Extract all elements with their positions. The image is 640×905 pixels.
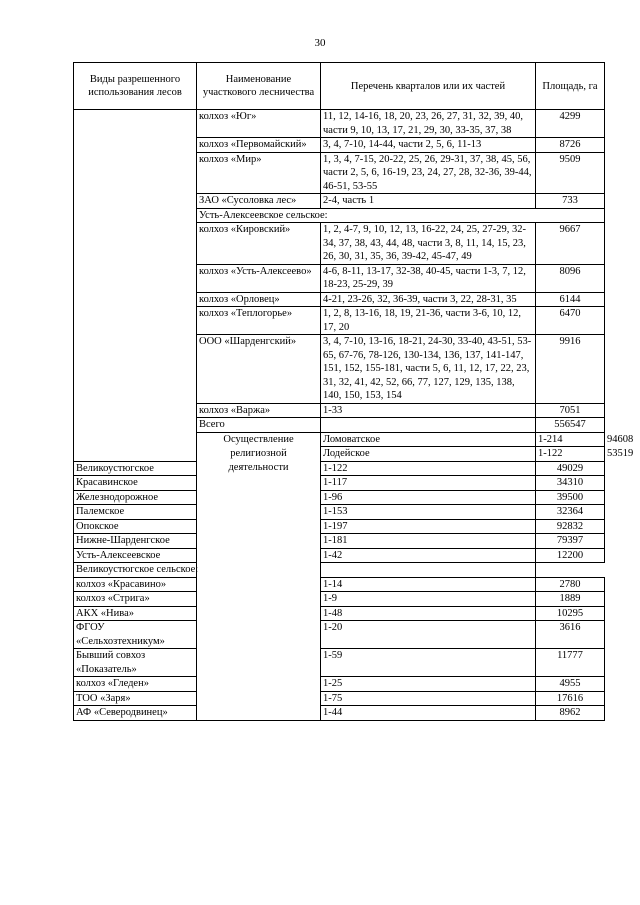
- total-label: Всего: [197, 418, 321, 433]
- quarters-list: 1-59: [321, 649, 536, 677]
- forestry-name: колхоз «Варжа»: [197, 403, 321, 418]
- table-row: [74, 691, 605, 706]
- forestry-name: колхоз «Усть-Алексеево»: [197, 264, 321, 292]
- quarters-list: 1-33: [321, 403, 536, 418]
- area-value: 8096: [536, 264, 605, 292]
- header-area: Площадь, га: [536, 63, 605, 110]
- quarters-list: 1-122: [321, 461, 536, 476]
- forestry-name: Ломоватское: [321, 432, 536, 447]
- forestry-name: ФГОУ «Сельхозтехникум»: [74, 621, 197, 649]
- quarters-list: 3, 4, 7-10, 13-16, 18-21, 24-30, 33-40, 43-51, 53-65, 67-76, 78-126, 130-134, 136, 137, 141-147, 151, 152, 155-181, части 5, 6, 11, 12, 17, 22, 23, 31, 32, 41, 42, 52, 66, 77, 127, 129, 135, 138, 140, 150, 153, 154: [321, 335, 536, 404]
- area-value: 10295: [536, 606, 605, 621]
- forestry-name: колхоз «Кировский»: [197, 223, 321, 265]
- quarters-list: 1-117: [321, 476, 536, 491]
- forestry-name: Красавинское: [74, 476, 197, 491]
- forestry-name: Опокское: [74, 519, 197, 534]
- quarters-list: 4-21, 23-26, 32, 36-39, части 3, 22, 28-31, 35: [321, 292, 536, 307]
- forestry-name: колхоз «Юг»: [197, 110, 321, 138]
- subheader-row: [74, 563, 605, 578]
- quarters-list: 1-14: [321, 577, 536, 592]
- use-religious: Осуществление религиозной деятельности: [197, 432, 321, 720]
- table-row: [74, 592, 605, 607]
- header-use: Виды разрешенного использования лесов: [74, 63, 197, 110]
- area-value: 8962: [536, 706, 605, 721]
- area-value: 49029: [536, 461, 605, 476]
- header-quarters: Перечень кварталов или их частей: [321, 63, 536, 110]
- table-row: Осуществление религиозной деятельности Ломоватское 1-214 94608: [74, 432, 605, 447]
- quarters-list: 4-6, 8-11, 13-17, 32-38, 40-45, части 1-3, 7, 12, 18-23, 25-29, 39: [321, 264, 536, 292]
- table-row: [74, 621, 605, 649]
- quarters-list: 1, 2, 4-7, 9, 10, 12, 13, 16-22, 24, 25, 27-29, 32-34, 37, 38, 43, 44, 48, части 3, 8, 11, 14, 15, 23, 26, 30, 31, 35, 36, 39-42, 45-47, 49: [321, 223, 536, 265]
- area-value: 6144: [536, 292, 605, 307]
- table-row: [74, 519, 605, 534]
- area-value: 1889: [536, 592, 605, 607]
- area-value: 92832: [536, 519, 605, 534]
- quarters-list: 1-44: [321, 706, 536, 721]
- forestry-name: колхоз «Гледен»: [74, 677, 197, 692]
- total-value: 556547: [536, 418, 605, 433]
- forestry-name: колхоз «Орловец»: [197, 292, 321, 307]
- table-row: [74, 476, 605, 491]
- table-row: [74, 577, 605, 592]
- area-value: 9667: [536, 223, 605, 265]
- forestry-name: ЗАО «Сусоловка лес»: [197, 194, 321, 209]
- use-cell-empty: [74, 110, 197, 462]
- area-value: 34310: [536, 476, 605, 491]
- forestry-name: колхоз «Теплогорье»: [197, 307, 321, 335]
- forestry-name: Великоустюгское: [74, 461, 197, 476]
- table-row: [74, 649, 605, 677]
- table-row: [74, 706, 605, 721]
- area-value: 17616: [536, 691, 605, 706]
- area-value: 6470: [536, 307, 605, 335]
- subheader-text: Великоустюгское сельское:: [74, 563, 536, 578]
- forestry-name: Нижне-Шарденгское: [74, 534, 197, 549]
- quarters-list: 1-122: [536, 447, 605, 462]
- area-value: 2780: [536, 577, 605, 592]
- table-row: Лодейское 1-122 53519: [74, 447, 605, 462]
- area-value: 8726: [536, 138, 605, 153]
- quarters-list: 1-75: [321, 691, 536, 706]
- quarters-list: 1-48: [321, 606, 536, 621]
- forestry-name: Железнодорожное: [74, 490, 197, 505]
- quarters-list: 1-96: [321, 490, 536, 505]
- forestry-name: колхоз «Красавино»: [74, 577, 197, 592]
- area-value: 9916: [536, 335, 605, 404]
- quarters-list: 11, 12, 14-16, 18, 20, 23, 26, 27, 31, 32, 39, 40, части 9, 10, 13, 17, 21, 29, 30, 33-35, 37, 38: [321, 110, 536, 138]
- quarters-list: 1-25: [321, 677, 536, 692]
- area-value: 733: [536, 194, 605, 209]
- table-row: [74, 505, 605, 520]
- quarters-list: 1-42: [321, 548, 536, 563]
- quarters-list: 1-214: [536, 432, 605, 447]
- quarters-list: 1, 3, 4, 7-15, 20-22, 25, 26, 29-31, 37, 38, 45, 56, части 2, 5, 6, 16-19, 23, 24, 27, 28, 32-36, 39-44, 46-51, 53-55: [321, 152, 536, 194]
- quarters-list: 1-181: [321, 534, 536, 549]
- forestry-name: колхоз «Стрига»: [74, 592, 197, 607]
- quarters-list: 1-197: [321, 519, 536, 534]
- table-row: [74, 110, 605, 138]
- area-value: 11777: [536, 649, 605, 677]
- quarters-list: 1-153: [321, 505, 536, 520]
- forestry-name: Бывший совхоз «Показатель»: [74, 649, 197, 677]
- subheader-text: Усть-Алексеевское сельское:: [197, 208, 605, 223]
- area-value: 79397: [536, 534, 605, 549]
- area-value: 9509: [536, 152, 605, 194]
- quarters-list: 1-9: [321, 592, 536, 607]
- forestry-name: АФ «Северодвинец»: [74, 706, 197, 721]
- forestry-name: АКХ «Нива»: [74, 606, 197, 621]
- area-value: 3616: [536, 621, 605, 649]
- forestry-name: ООО «Шарденгский»: [197, 335, 321, 404]
- total-empty: [321, 418, 536, 433]
- table-row: [74, 548, 605, 563]
- quarters-list: 1, 2, 8, 13-16, 18, 19, 21-36, части 3-6, 10, 12, 17, 20: [321, 307, 536, 335]
- quarters-list: 2-4, часть 1: [321, 194, 536, 209]
- forestry-name: колхоз «Мир»: [197, 152, 321, 194]
- area-value: 4299: [536, 110, 605, 138]
- page-number: 30: [314, 37, 326, 49]
- quarters-list: 1-20: [321, 621, 536, 649]
- header-forestry: Наименование участкового лесничества: [197, 63, 321, 110]
- table-row: [74, 490, 605, 505]
- table-row: [74, 534, 605, 549]
- forestry-name: Палемское: [74, 505, 197, 520]
- forestry-name: Лодейское: [321, 447, 536, 462]
- forest-use-table: [73, 62, 634, 721]
- table-row: [74, 677, 605, 692]
- table-row: [74, 461, 605, 476]
- table-header-row: [74, 63, 605, 110]
- area-value: 32364: [536, 505, 605, 520]
- forestry-name: Усть-Алексеевское: [74, 548, 197, 563]
- area-value: 7051: [536, 403, 605, 418]
- table-row: [74, 606, 605, 621]
- area-value: 39500: [536, 490, 605, 505]
- area-value: 12200: [536, 548, 605, 563]
- quarters-list: 3, 4, 7-10, 14-44, части 2, 5, 6, 11-13: [321, 138, 536, 153]
- forestry-name: колхоз «Первомайский»: [197, 138, 321, 153]
- forestry-name: ТОО «Заря»: [74, 691, 197, 706]
- area-value: 4955: [536, 677, 605, 692]
